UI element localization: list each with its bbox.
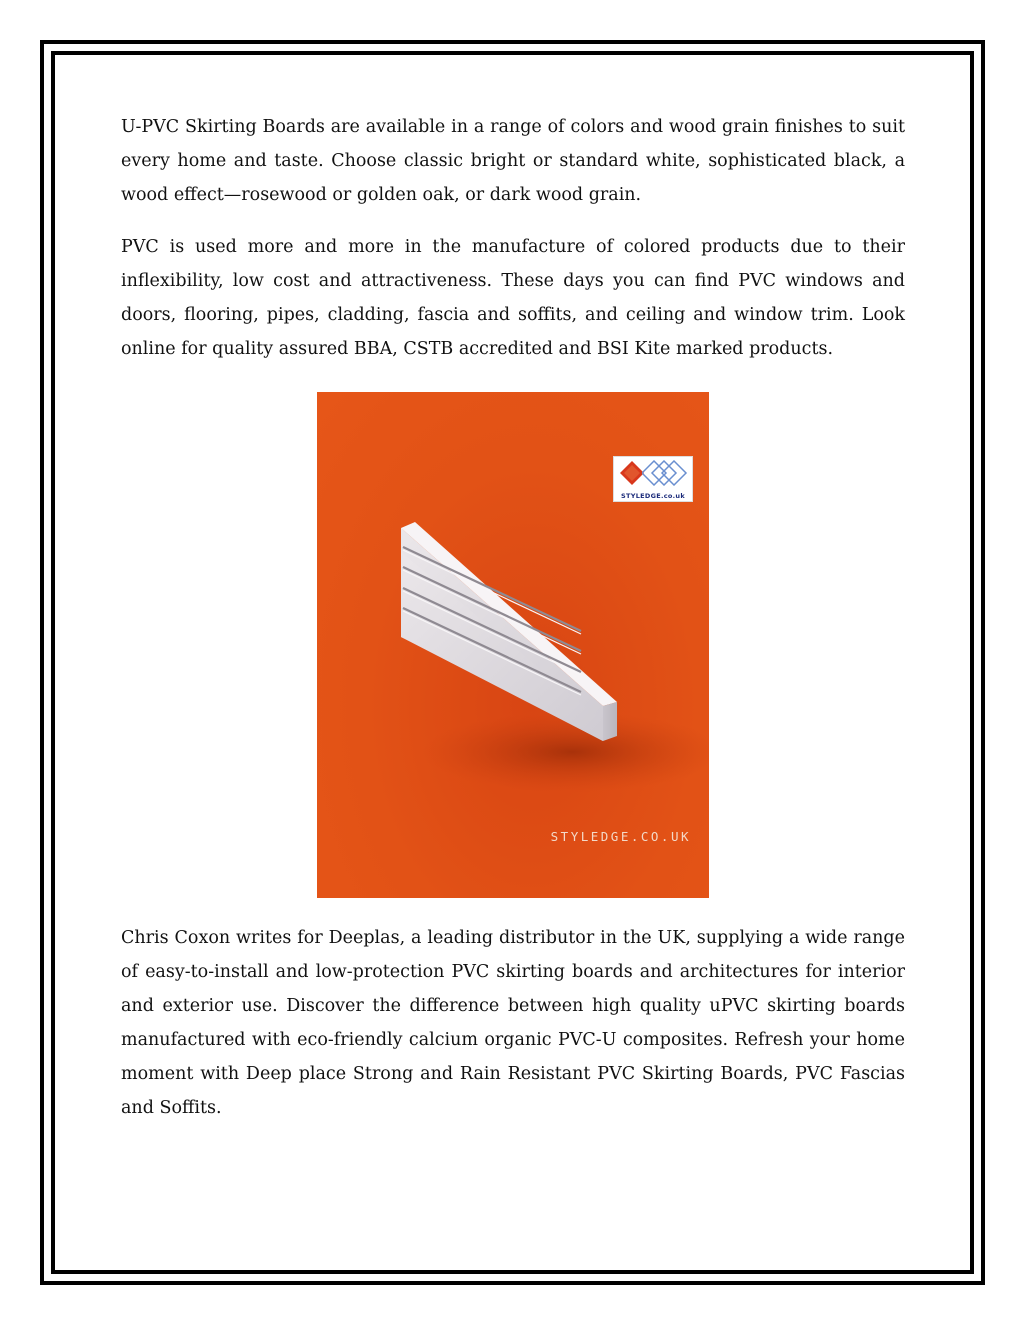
paragraph-colors: U-PVC Skirting Boards are available in a range of colors and wood grain finishes to suit every home and taste. Choose classic bright or standard white, sophisticated black, a wood effect—rosewood or golden oak, or dark wood grain. [121, 117, 905, 205]
document-body [121, 110, 905, 1143]
styledge-logo [613, 456, 693, 502]
product-image [317, 392, 709, 898]
logo-text: STYLEDGE.co.uk [621, 492, 685, 500]
brand-watermark: STYLEDGE.CO.UK [550, 829, 691, 844]
paragraph-pvc-uses: PVC is used more and more in the manufacture of colored products due to their inflexibility, low cost and attractiveness. These days you can find PVC windows and doors, flooring, pipes, cladding, fascia and soffits, and ceiling and window trim. Look online for quality assured BBA, CSTB accredited and BSI Kite marked products. [121, 237, 905, 359]
paragraph-author: Chris Coxon writes for Deeplas, a leading distributor in the UK, supplying a wide range of easy-to-install and low-protection PVC skirting boards and architectures for interior and exterior use. Discover the difference between high quality uPVC skirting boards manufactured with eco-friendly calcium organic PVC-U composites. Refresh your home moment with Deep place Strong and Rain Resistant PVC Skirting Boards, PVC Fascias and Soffits. [121, 928, 905, 1118]
diamond-outline-icon [642, 460, 688, 486]
